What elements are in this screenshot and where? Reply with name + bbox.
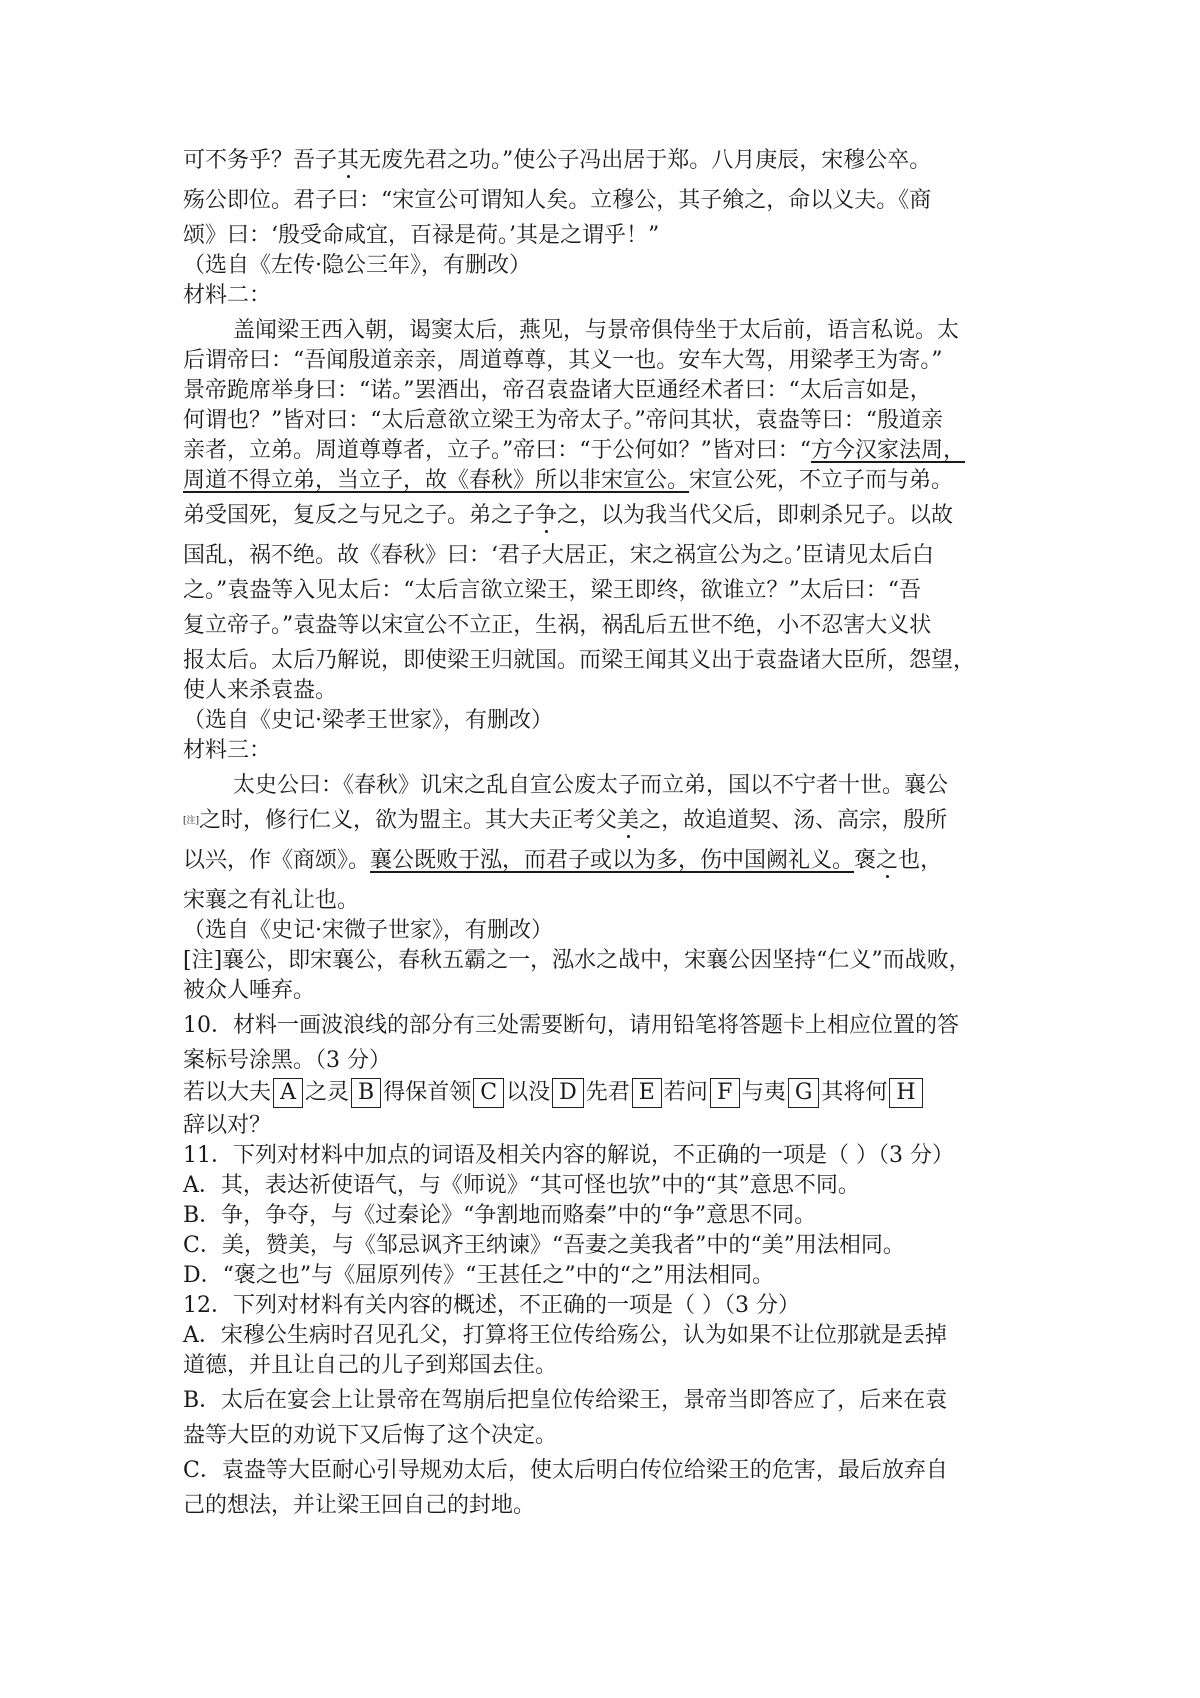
sentence-segment: 先君 [585, 1080, 630, 1105]
q11-option-a[interactable]: A．其，表达祈使语气，与《师说》“其可怪也欤”中的“其”意思不同。 [183, 1173, 860, 1198]
q12-stem: 12．下列对材料有关内容的概述，不正确的一项是（ ）（3 分） [183, 1293, 800, 1318]
text: 褒 [854, 848, 877, 873]
text: 亲者，立弟。周道尊尊者，立子。”帝曰：“于公何如？”皆对曰：“ [183, 438, 811, 463]
sentence-segment: 若以大夫 [183, 1080, 272, 1105]
q12-option-c-line-2[interactable]: 己的想法，并让梁王回自己的封地。 [183, 1493, 536, 1518]
answer-box-a[interactable]: A [273, 1078, 303, 1108]
m2-line-5 [183, 436, 965, 466]
m1-line-2: 殇公即位。君子曰：“宋宣公可谓知人矣。立穆公，其子飨之，命以义夫。《商 [183, 188, 932, 213]
q12-option-c-line-1[interactable]: C．袁盎等大臣耐心引导规劝太后，使太后明白传位给梁王的危害，最后放弃自 [183, 1458, 948, 1483]
m1-line-3: 颂》曰：‘殷受命咸宜，百禄是荷。’其是之谓乎！” [183, 223, 660, 248]
m2-line-3: 景帝跪席举身曰：“诺。”罢酒出，帝召袁盎诸大臣通经术者曰：“太后言如是， [183, 378, 932, 403]
m2-line-1: 盖闻梁王西入朝，谒窦太后，燕见，与景帝俱侍坐于太后前，语言私说。太 [233, 318, 960, 343]
q10-sentence-tail: 辞以对？ [183, 1113, 272, 1138]
m2-line-12: 使人来杀袁盎。 [183, 678, 338, 703]
answer-box-e[interactable]: E [632, 1078, 662, 1108]
text: 之时，修行仁义，欲为盟主。其大夫正考父 [199, 808, 618, 833]
m2-line-11: 报太后。太后乃解说，即使梁王归就国。而梁王闻其义出于袁盎诸大臣所，怨望， [183, 648, 976, 673]
underlined-text: 周道不得立弟，当立子，故《春秋》所以非宋宣公。 [183, 468, 690, 493]
q10-sentence-row [183, 1078, 925, 1108]
m1-source: （选自《左传·隐公三年》，有删改） [183, 253, 531, 278]
emphasis-dot-word: 美 [617, 808, 640, 833]
text: 无废先君之功。”使公子冯出居于郑。八月庚辰，宋穆公卒。 [359, 148, 932, 173]
m2-source: （选自《史记·梁孝王世家》，有删改） [183, 708, 553, 733]
answer-box-c[interactable]: C [473, 1078, 504, 1108]
q11-option-d[interactable]: D．“褒之也”与《屈原列传》“王甚任之”中的“之”用法相同。 [183, 1263, 775, 1288]
m3-heading: 材料三： [183, 738, 272, 763]
m2-line-8: 国乱，祸不绝。故《春秋》曰：‘君子大居正，宋之祸宣公为之。’臣请见太后白 [183, 543, 934, 568]
text: 宋宣公死，不立子而与弟。 [689, 468, 954, 493]
sentence-segment: 其将何 [821, 1080, 888, 1105]
sentence-segment: 之灵 [305, 1080, 350, 1105]
sentence-segment: 若问 [663, 1080, 708, 1105]
text: 之，故追道契、汤、高宗，殷所 [639, 808, 948, 833]
q12-option-b-line-2[interactable]: 盎等大臣的劝说下又后悔了这个决定。 [183, 1423, 558, 1448]
emphasis-dot-word: 之 [876, 848, 899, 873]
m2-line-2: 后谓帝曰：“吾闻殷道亲亲，周道尊尊，其义一也。安车大驾，用梁孝王为寄。” [183, 348, 943, 373]
m1-line-1 [183, 146, 931, 176]
underlined-text: 襄公既败于泓，而君子或以为多，伤中国阙礼义。 [370, 848, 855, 873]
q11-option-b[interactable]: B．争，争夺，与《过秦论》“争割地而赂秦”中的“争”意思不同。 [183, 1203, 817, 1228]
m3-line-1: 太史公曰：《春秋》讥宋之乱自宣公废太子而立弟，国以不宁者十世。襄公 [233, 773, 949, 798]
q12-option-a-line-2[interactable]: 道德，并且让自己的儿子到郑国去住。 [183, 1353, 558, 1378]
sentence-segment: 以没 [506, 1080, 551, 1105]
text: 也， [898, 848, 943, 873]
answer-box-g[interactable]: G [788, 1078, 820, 1108]
emphasis-dot-word: 其 [337, 148, 360, 173]
answer-box-h[interactable]: H [889, 1078, 922, 1108]
m2-heading: 材料二： [183, 283, 272, 308]
m2-line-9: 之。”袁盎等入见太后：“太后言欲立梁王，梁王即终，欲谁立？”太后曰：“吾 [183, 578, 921, 603]
q11-option-c[interactable]: C．美，赞美，与《邹忌讽齐王纳谏》“吾妻之美我者”中的“美”用法相同。 [183, 1233, 905, 1258]
sentence-segment: 与夷 [741, 1080, 786, 1105]
footnote-marker: [注] [183, 816, 200, 826]
answer-box-d[interactable]: D [552, 1078, 584, 1108]
q12-option-b-line-1[interactable]: B．太后在宴会上让景帝在驾崩后把皇位传给梁王，景帝当即答应了，后来在袁 [183, 1388, 948, 1413]
q10-stem-1: 10．材料一画波浪线的部分有三处需要断句，请用铅笔将答题卡上相应位置的答 [183, 1013, 959, 1038]
m3-line-3 [183, 846, 942, 876]
q10-stem-2: 案标号涂黑。（3 分） [183, 1048, 391, 1073]
underlined-text: 方今汉家法周， [811, 438, 966, 463]
text: 可不务乎？吾子 [183, 148, 338, 173]
sentence-segment: 得保首领 [383, 1080, 472, 1105]
m3-footnote-2: 被众人唾弃。 [183, 978, 316, 1003]
answer-box-f[interactable]: F [710, 1078, 740, 1108]
m3-line-2 [183, 806, 947, 836]
emphasis-dot-word: 争 [535, 503, 558, 528]
text: 弟受国死，复反之与兄之子。弟之子 [183, 503, 536, 528]
q11-stem: 11．下列对材料中加点的词语及相关内容的解说，不正确的一项是（ ）（3 分） [183, 1143, 954, 1168]
text: 以兴，作《商颂》。 [183, 848, 371, 873]
m3-line-4: 宋襄之有礼让也。 [183, 888, 360, 913]
m2-line-6 [183, 466, 953, 496]
m2-line-10: 复立帝子。”袁盎等以宋宣公不立正，生祸，祸乱后五世不绝，小不忍害大义状 [183, 613, 932, 638]
text: 之，以为我当代父后，即刺杀兄子。以故 [557, 503, 954, 528]
m3-source: （选自《史记·宋微子世家》，有删改） [183, 918, 553, 943]
m2-line-4: 何谓也？”皆对曰：“太后意欲立梁王为帝太子。”帝问其状，袁盎等曰：“殷道亲 [183, 408, 943, 433]
q12-option-a-line-1[interactable]: A．宋穆公生病时召见孔父，打算将王位传给殇公，认为如果不让位那就是丢掉 [183, 1323, 947, 1348]
m3-footnote-1: [注]襄公，即宋襄公，春秋五霸之一，泓水之战中，宋襄公因坚持“仁义”而战败， [183, 948, 971, 973]
answer-box-b[interactable]: B [351, 1078, 381, 1108]
m2-line-7 [183, 501, 953, 531]
